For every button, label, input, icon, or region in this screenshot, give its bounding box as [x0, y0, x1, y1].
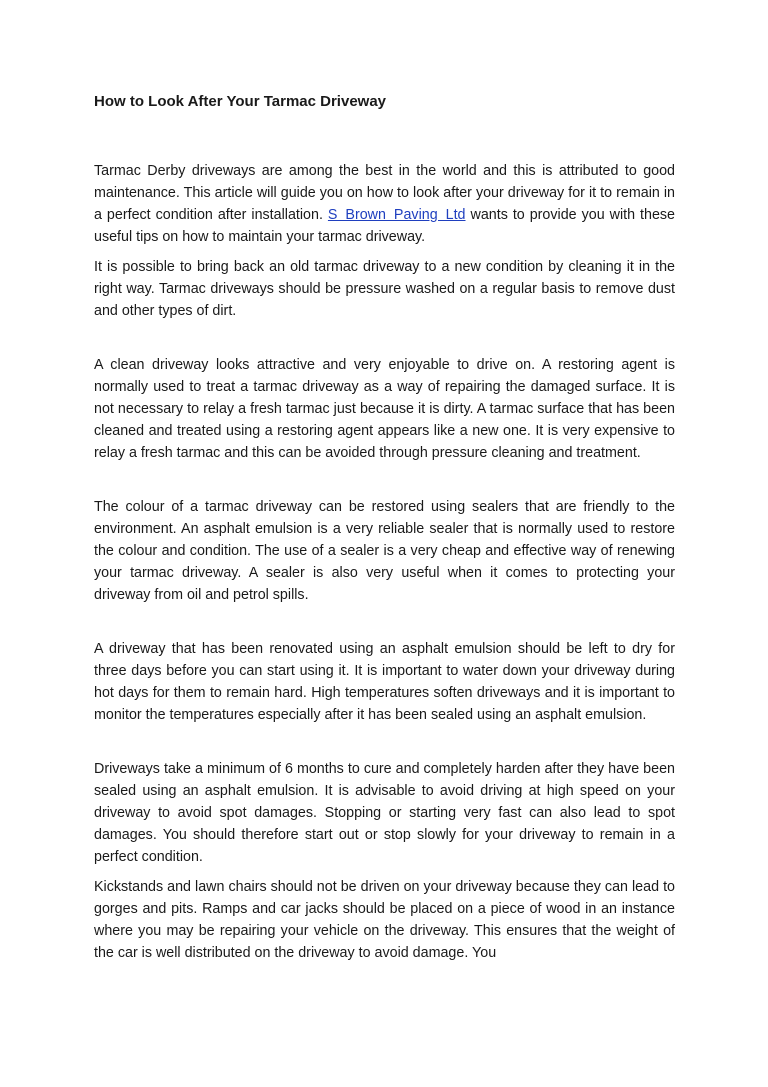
- paragraph-kickstands: Kickstands and lawn chairs should not be driven on your driveway because they can lead to gorges and pits. Ramps and car jacks should be placed on a piece of wood in an instance where you may be repairing your vehicle on the driveway. This ensures that the weight of the car is well distributed on the driveway to avoid damage. You: [94, 879, 675, 961]
- paragraph-restoring-agent: A clean driveway looks attractive and very enjoyable to drive on. A restoring agent is normally used to treat a tarmac driveway as a way of repairing the damaged surface. It is not necessary to relay a fresh tarmac just because it is dirty. A tarmac surface that has been cleaned and treated using a restoring agent appears like a new one. It is very expensive to relay a fresh tarmac and this can be avoided through pressure cleaning and treatment.: [94, 357, 675, 461]
- paragraph-intro-text-after: wants to provide you with these useful tips on how to maintain your tarmac driveway.: [94, 207, 675, 245]
- s-brown-paving-link[interactable]: S Brown Paving Ltd: [327, 207, 466, 223]
- document-body: [94, 92, 675, 964]
- paragraph-drying: A driveway that has been renovated using an asphalt emulsion should be left to dry for three days before you can start using it. It is important to water down your driveway during hot days for them to remain hard. High temperatures soften driveways and it is important to monitor the temperatures especially after it has been sealed using an asphalt emulsion.: [94, 641, 675, 723]
- paragraph-intro: [94, 160, 675, 248]
- paragraph-sealers: The colour of a tarmac driveway can be restored using sealers that are friendly to the environment. An asphalt emulsion is a very reliable sealer that is normally used to restore the colour and condition. The use of a sealer is a very cheap and effective way of renewing your tarmac driveway. A sealer is also very useful when it comes to protecting your driveway from oil and petrol spills.: [94, 499, 675, 603]
- paragraph-intro-text-before: Tarmac Derby driveways are among the best in the world and this is attributed to good maintenance. This article will guide you on how to look after your driveway for it to remain in a perfect condition after installation.: [94, 163, 675, 223]
- paragraph-cleaning: It is possible to bring back an old tarmac driveway to a new condition by cleaning it in the right way. Tarmac driveways should be pressure washed on a regular basis to remove dust and other types of dirt.: [94, 259, 675, 319]
- paragraph-curing: Driveways take a minimum of 6 months to cure and completely harden after they have been sealed using an asphalt emulsion. It is advisable to avoid driving at high speed on your driveway to avoid spot damages. Stopping or starting very fast can also lead to spot damages. You should therefore start out or stop slowly for your driveway to remain in a perfect condition.: [94, 761, 675, 865]
- document-title: How to Look After Your Tarmac Driveway: [94, 93, 387, 110]
